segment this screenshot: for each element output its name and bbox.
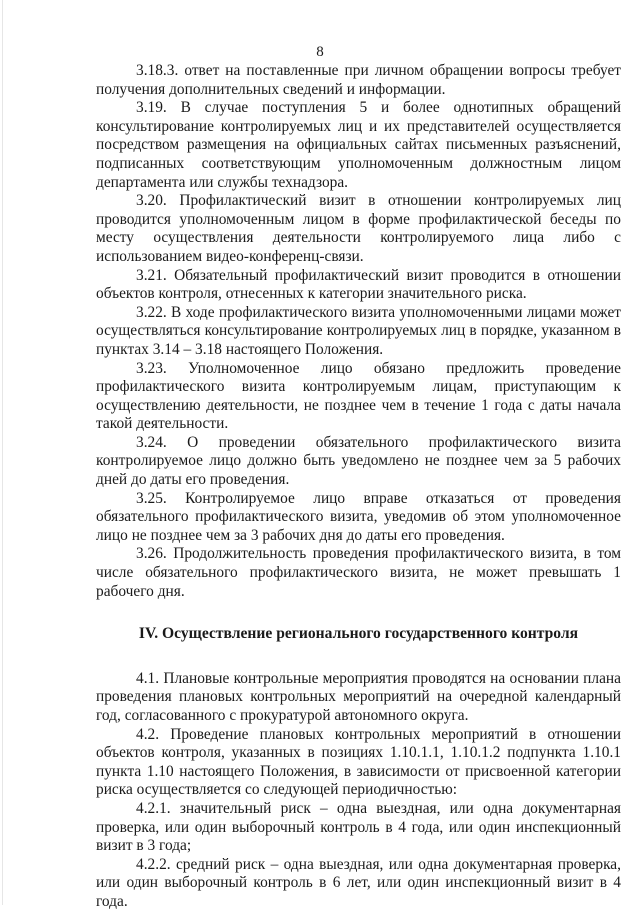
page-number: 8 [316,44,324,60]
scan-edge-line [2,0,3,905]
paragraph-4-2-1: 4.2.1. значительный риск – одна выездная, или одна документарная проверка, или один выборочный контроль в 4 года, или один инспекционный визит в 3 года; [96,799,621,855]
paragraph-3-26: 3.26. Продолжительность проведения профилактического визита, в том числе обязательного профилактического визита, не может превышать 1 рабочего дня. [96,545,621,600]
paragraph-3-22: 3.22. В ходе профилактического визита уполномоченными лицами может осуществляться консультирование контролируемых лиц в порядке, указанном в пунктах 3.14 – 3.18 настоящего Положения. [96,303,621,358]
paragraph-3-21: 3.21. Обязательный профилактический визит проводится в отношении объектов контроля, отнесенных к категории значительного риска. [96,266,621,303]
paragraph-4-2-2: 4.2.2. средний риск – одна выездная, или одна документарная проверка, или один выборочный контроль в 6 лет, или один инспекционный визит в 4 года. [96,855,621,910]
paragraph-3-25: 3.25. Контролируемое лицо вправе отказаться от проведения обязательного профилактического визита, уведомив об этом уполномоченное лицо не позднее чем за 3 рабочих дня до даты его проведения. [96,489,621,544]
paragraph-3-24: 3.24. О проведении обязательного профилактического визита контролируемое лицо должно быть уведомлено не позднее чем за 5 рабочих дней до даты его проведения. [96,433,621,489]
paragraph-3-23: 3.23. Уполномоченное лицо обязано предложить проведение профилактического визита контролируемым лицам, приступающим к осуществлению деятельности, не позднее чем в течение 1 года с даты начала такой деятельности. [96,359,621,433]
paragraph-4-2: 4.2. Проведение плановых контрольных мероприятий в отношении объектов контроля, указанных в позициях 1.10.1.1, 1.10.1.2 подпункта 1.10.1 пункта 1.10 настоящего Положения, в зависимости от присвоенной категории риска осуществляется со следующей периодичностью: [96,725,621,799]
document-body [96,62,621,912]
paragraph-4-1: 4.1. Плановые контрольные мероприятия проводятся на основании плана проведения плановых контрольных мероприятий на очередной календарный год, согласованного с прокуратурой автономного округа. [96,669,621,724]
paragraph-3-19: 3.19. В случае поступления 5 и более однотипных обращений консультирование контролируемых лиц и их представителей осуществляется посредством размещения на официальных сайтах письменных разъяснений, подписанных соответствующим уполномоченным должностным лицом департамента или службы технадзора. [96,99,621,191]
paragraph-3-20: 3.20. Профилактический визит в отношении контролируемых лиц проводится уполномоченным лицом в форме профилактической беседы по месту осуществления деятельности контролируемого лица либо с использованием видео-конференц-связи. [96,192,621,265]
section-heading: IV. Осуществление регионального государственного контроля [138,625,579,643]
paragraph-3-18-3: 3.18.3. ответ на поставленные при личном обращении вопросы требует получения дополнительных сведений и информации. [96,62,621,98]
